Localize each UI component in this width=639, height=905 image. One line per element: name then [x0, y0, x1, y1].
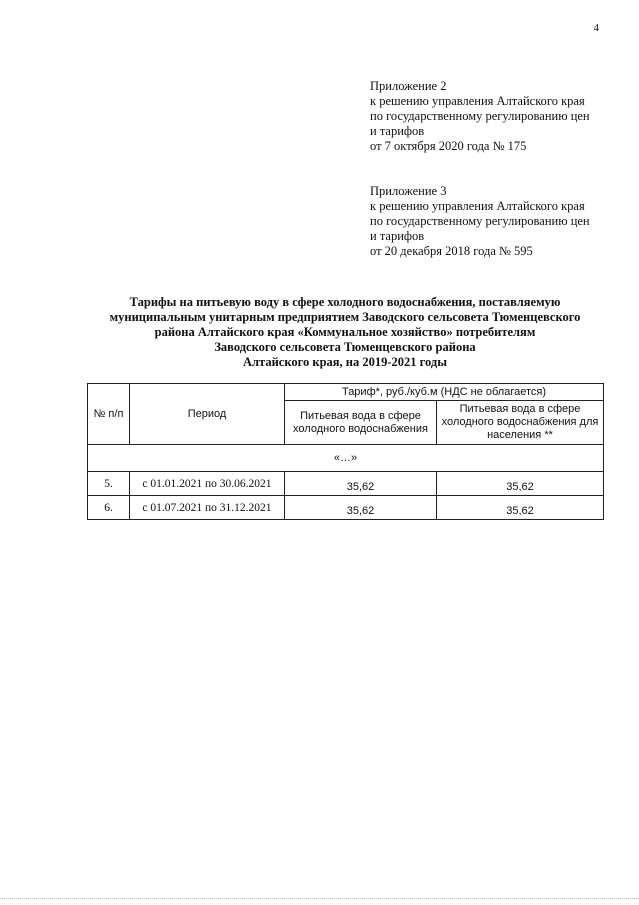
table-row-ellipsis: [88, 445, 604, 472]
appendix-2-line: от 7 октября 2020 года № 175: [370, 139, 527, 153]
page-bottom-edge: [0, 898, 639, 899]
table-row: [88, 472, 604, 496]
row-value-cold-water: 35,62: [285, 496, 437, 520]
appendix-3-line: Приложение 3: [370, 184, 447, 198]
appendix-2-line: к решению управления Алтайского края: [370, 94, 585, 108]
appendix-3-line: по государственному регулированию цен: [370, 214, 590, 228]
appendix-3-line: к решению управления Алтайского края: [370, 199, 585, 213]
title-line: района Алтайского края «Коммунальное хозяйство» потребителям: [154, 325, 536, 339]
row-number: 6.: [88, 496, 130, 520]
appendix-2-line: по государственному регулированию цен: [370, 109, 590, 123]
page-number: 4: [593, 22, 599, 34]
document-title: [60, 295, 630, 370]
table-header-row: [88, 384, 604, 401]
title-line: муниципальным унитарным предприятием Заводского сельсовета Тюменцевского: [109, 310, 581, 324]
header-tariff-group: Тариф*, руб./куб.м (НДС не облагается): [285, 384, 604, 401]
header-cold-water: Питьевая вода в сфере холодного водоснабжения: [285, 401, 437, 445]
ellipsis-cell: «…»: [88, 445, 604, 472]
appendix-2-line: Приложение 2: [370, 79, 447, 93]
title-line: Заводского сельсовета Тюменцевского района: [214, 340, 476, 354]
header-number: № п/п: [88, 384, 130, 445]
header-cold-water-population: Питьевая вода в сфере холодного водоснабжения для населения **: [437, 401, 604, 445]
row-value-population: 35,62: [437, 496, 604, 520]
appendix-3-line: от 20 декабря 2018 года № 595: [370, 244, 533, 258]
title-line: Тарифы на питьевую воду в сфере холодного водоснабжения, поставляемую: [129, 295, 561, 309]
title-line: Алтайского края, на 2019-2021 годы: [243, 355, 447, 369]
row-period: с 01.01.2021 по 30.06.2021: [130, 472, 285, 496]
row-number: 5.: [88, 472, 130, 496]
appendix-2-block: [370, 79, 610, 154]
row-value-cold-water: 35,62: [285, 472, 437, 496]
row-value-population: 35,62: [437, 472, 604, 496]
header-period: Период: [130, 384, 285, 445]
appendix-2-line: и тарифов: [370, 124, 425, 138]
row-period: с 01.07.2021 по 31.12.2021: [130, 496, 285, 520]
table-row: [88, 496, 604, 520]
appendix-3-line: и тарифов: [370, 229, 425, 243]
tariff-table: [87, 383, 604, 520]
appendix-3-block: [370, 184, 610, 259]
